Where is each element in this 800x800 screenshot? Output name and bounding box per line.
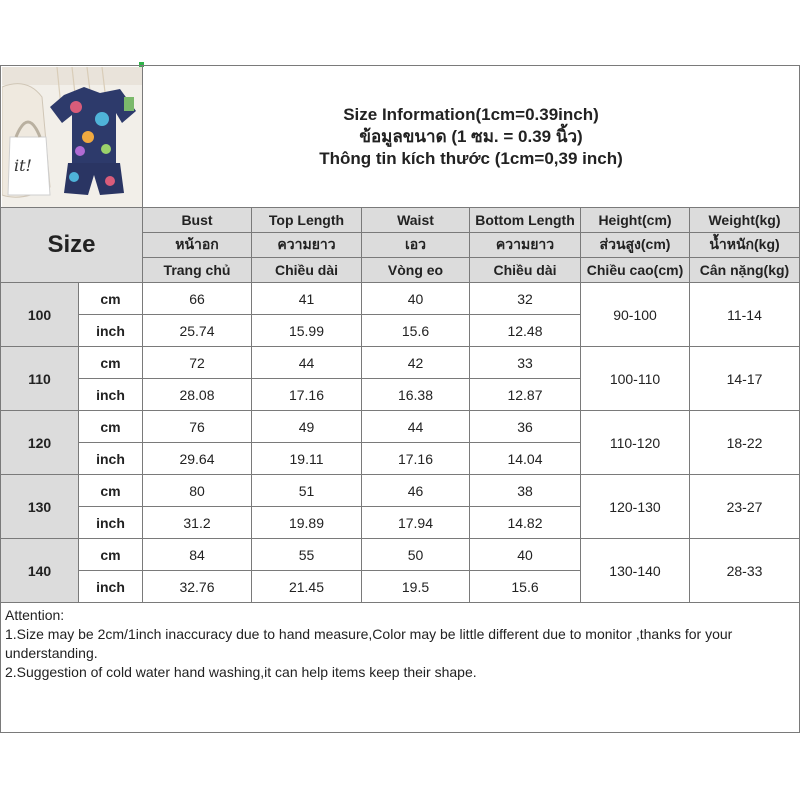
size-130-label: 130 xyxy=(0,474,79,539)
unit-inch-label: inch xyxy=(78,506,143,539)
header-bottom-length-en: Bottom Length xyxy=(469,207,581,233)
header-waist-th: เอว xyxy=(361,232,470,258)
attention-heading: Attention: xyxy=(5,607,65,623)
header-bust-th: หน้าอก xyxy=(142,232,252,258)
header-height-th: ส่วนสูง(cm) xyxy=(580,232,690,258)
size-100-top-length-cm: 41 xyxy=(251,282,362,315)
size-110-waist-cm: 42 xyxy=(361,346,470,379)
size-140-weight: 28-33 xyxy=(689,538,800,603)
header-bottom-length-th: ความยาว xyxy=(469,232,581,258)
size-header: Size xyxy=(0,207,143,283)
size-100-waist-cm: 40 xyxy=(361,282,470,315)
attention-note-2: 2.Suggestion of cold water hand washing,it can help items keep their shape. xyxy=(5,664,477,680)
size-100-bust-inch: 25.74 xyxy=(142,314,252,347)
size-120-waist-inch: 17.16 xyxy=(361,442,470,475)
size-120-weight: 18-22 xyxy=(689,410,800,475)
size-140-bottom-length-cm: 40 xyxy=(469,538,581,571)
header-waist-vi: Vòng eo xyxy=(361,257,470,283)
header-waist-en: Waist xyxy=(361,207,470,233)
header-weight-th: น้ำหนัก(kg) xyxy=(689,232,800,258)
size-110-top-length-cm: 44 xyxy=(251,346,362,379)
size-140-top-length-inch: 21.45 xyxy=(251,570,362,603)
size-140-waist-inch: 19.5 xyxy=(361,570,470,603)
header-height-en: Height(cm) xyxy=(580,207,690,233)
unit-cm-label: cm xyxy=(78,346,143,379)
header-top-length-th: ความยาว xyxy=(251,232,362,258)
product-photo xyxy=(2,67,143,208)
size-140-waist-cm: 50 xyxy=(361,538,470,571)
size-120-height: 110-120 xyxy=(580,410,690,475)
size-130-bust-cm: 80 xyxy=(142,474,252,507)
size-140-bust-inch: 32.76 xyxy=(142,570,252,603)
size-100-bottom-length-cm: 32 xyxy=(469,282,581,315)
size-140-bottom-length-inch: 15.6 xyxy=(469,570,581,603)
size-100-label: 100 xyxy=(0,282,79,347)
size-110-weight: 14-17 xyxy=(689,346,800,411)
size-140-height: 130-140 xyxy=(580,538,690,603)
size-110-bottom-length-inch: 12.87 xyxy=(469,378,581,411)
size-120-top-length-inch: 19.11 xyxy=(251,442,362,475)
size-140-bust-cm: 84 xyxy=(142,538,252,571)
size-100-top-length-inch: 15.99 xyxy=(251,314,362,347)
header-bust-en: Bust xyxy=(142,207,252,233)
unit-cm-label: cm xyxy=(78,410,143,443)
size-100-bust-cm: 66 xyxy=(142,282,252,315)
unit-inch-label: inch xyxy=(78,442,143,475)
size-110-label: 110 xyxy=(0,346,79,411)
size-100-waist-inch: 15.6 xyxy=(361,314,470,347)
chart-title xyxy=(142,65,800,208)
size-100-weight: 11-14 xyxy=(689,282,800,347)
product-image xyxy=(2,67,143,208)
header-bottom-length-vi: Chiều dài xyxy=(469,257,581,283)
size-120-waist-cm: 44 xyxy=(361,410,470,443)
header-bust-vi: Trang chủ xyxy=(142,257,252,283)
bag-print: it! xyxy=(14,156,32,175)
attention-notes xyxy=(0,602,800,733)
size-130-waist-cm: 46 xyxy=(361,474,470,507)
size-140-label: 140 xyxy=(0,538,79,603)
size-110-waist-inch: 16.38 xyxy=(361,378,470,411)
unit-cm-label: cm xyxy=(78,474,143,507)
header-weight-vi: Cân nặng(kg) xyxy=(689,257,800,283)
header-top-length-vi: Chiều dài xyxy=(251,257,362,283)
size-100-bottom-length-inch: 12.48 xyxy=(469,314,581,347)
unit-cm-label: cm xyxy=(78,538,143,571)
size-110-bust-cm: 72 xyxy=(142,346,252,379)
size-120-bottom-length-cm: 36 xyxy=(469,410,581,443)
size-130-top-length-inch: 19.89 xyxy=(251,506,362,539)
size-110-height: 100-110 xyxy=(580,346,690,411)
unit-inch-label: inch xyxy=(78,570,143,603)
size-130-height: 120-130 xyxy=(580,474,690,539)
size-120-top-length-cm: 49 xyxy=(251,410,362,443)
header-top-length-en: Top Length xyxy=(251,207,362,233)
size-120-bust-inch: 29.64 xyxy=(142,442,252,475)
size-130-bottom-length-cm: 38 xyxy=(469,474,581,507)
size-120-bust-cm: 76 xyxy=(142,410,252,443)
unit-inch-label: inch xyxy=(78,314,143,347)
title-english: Size Information(1cm=0.39inch) xyxy=(343,104,599,124)
size-130-weight: 23-27 xyxy=(689,474,800,539)
attention-note-1: 1.Size may be 2cm/1inch inaccuracy due to hand measure,Color may be little different due to monitor ,thanks for your understanding. xyxy=(5,626,733,661)
size-120-bottom-length-inch: 14.04 xyxy=(469,442,581,475)
unit-cm-label: cm xyxy=(78,282,143,315)
size-140-top-length-cm: 55 xyxy=(251,538,362,571)
size-130-waist-inch: 17.94 xyxy=(361,506,470,539)
size-130-bust-inch: 31.2 xyxy=(142,506,252,539)
photo-cell xyxy=(0,65,143,208)
size-110-top-length-inch: 17.16 xyxy=(251,378,362,411)
unit-inch-label: inch xyxy=(78,378,143,411)
size-110-bottom-length-cm: 33 xyxy=(469,346,581,379)
size-100-height: 90-100 xyxy=(580,282,690,347)
size-130-bottom-length-inch: 14.82 xyxy=(469,506,581,539)
size-chart xyxy=(0,65,800,785)
size-130-top-length-cm: 51 xyxy=(251,474,362,507)
title-vietnamese: Thông tin kích thước (1cm=0,39 inch) xyxy=(319,148,623,168)
size-120-label: 120 xyxy=(0,410,79,475)
size-110-bust-inch: 28.08 xyxy=(142,378,252,411)
header-weight-en: Weight(kg) xyxy=(689,207,800,233)
header-height-vi: Chiều cao(cm) xyxy=(580,257,690,283)
title-thai: ข้อมูลขนาด (1 ซม. = 0.39 นิ้ว) xyxy=(359,126,583,146)
